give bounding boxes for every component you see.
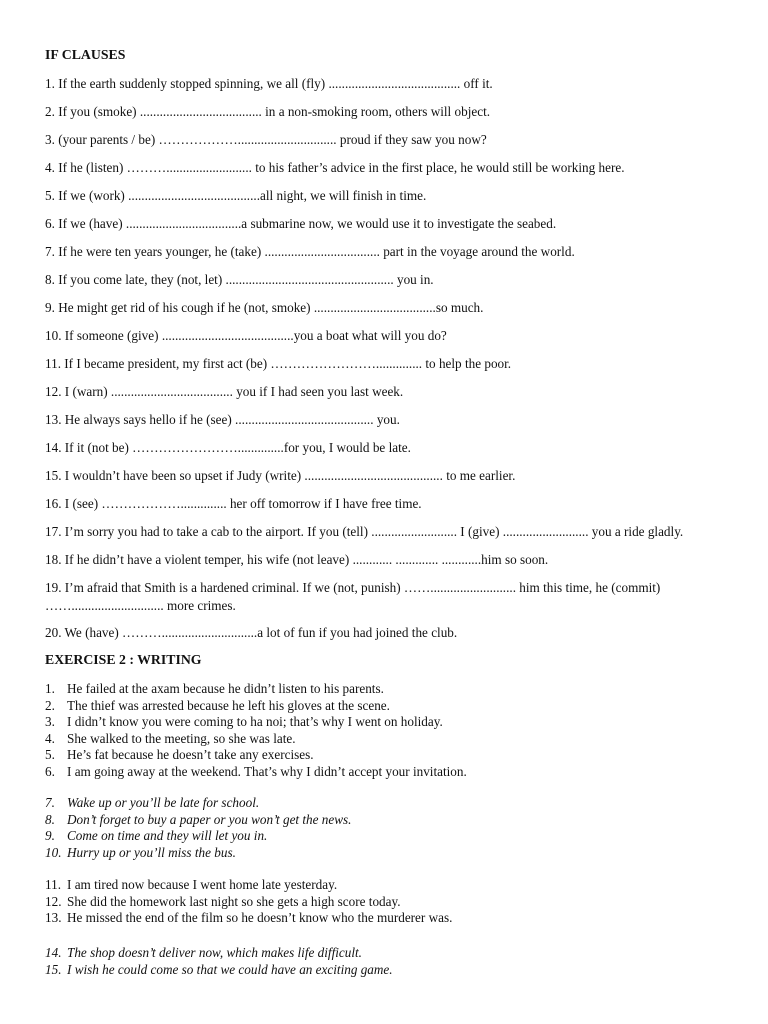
writing-item-1 — [45, 681, 384, 698]
item-number: 14. — [45, 945, 62, 960]
item-number: 10. — [45, 844, 62, 860]
question-20: 20. We (have) ……….............................a lot of fun if you had joined the club. — [45, 625, 458, 640]
item-number: 2. — [45, 697, 55, 713]
question-7: 7. If he were ten years younger, he (take) ................................... part in the voyage around the world. — [45, 244, 575, 259]
section-heading-if-clauses: IF CLAUSES — [45, 47, 126, 62]
question-3: 3. (your parents / be) ……………….............................. proud if they saw you now? — [45, 132, 487, 147]
item-number: 6. — [45, 763, 55, 779]
writing-item-8 — [45, 812, 351, 829]
item-text: Wake up or you’ll be late for school. — [67, 795, 260, 810]
writing-item-3 — [45, 714, 443, 731]
item-text: She did the homework last night so she gets a high score today. — [67, 893, 401, 909]
item-text: She walked to the meeting, so she was late. — [67, 730, 296, 746]
item-text: He’s fat because he doesn’t take any exercises. — [67, 747, 314, 762]
item-text: The shop doesn’t deliver now, which makes life difficult. — [67, 945, 362, 960]
writing-item-13 — [45, 910, 452, 927]
writing-item-9 — [45, 828, 267, 845]
item-text: I didn’t know you were coming to ha noi; that’s why I went on holiday. — [67, 714, 443, 729]
question-5: 5. If we (work) ........................................all night, we will finish in time. — [45, 188, 427, 203]
writing-item-14 — [45, 945, 362, 962]
writing-item-12 — [45, 894, 401, 911]
question-19-line-2: ……............................ more crimes. — [45, 598, 236, 613]
item-number: 5. — [45, 747, 55, 762]
section-heading-writing: EXERCISE 2 : WRITING — [45, 652, 202, 667]
question-17: 17. I’m sorry you had to take a cab to the airport. If you (tell) .......................... I (give) .......................... you a ride gladly. — [45, 524, 684, 539]
question-6: 6. If we (have) ...................................a submarine now, we would use it to investigate the seabed. — [45, 216, 557, 231]
item-number: 11. — [45, 877, 61, 892]
question-8: 8. If you come late, they (not, let) ................................................... you in. — [45, 272, 434, 287]
item-number: 8. — [45, 811, 55, 827]
question-14: 14. If it (not be) ……………………..............for you, I would be late. — [45, 440, 411, 455]
writing-item-2 — [45, 698, 390, 715]
item-text: Come on time and they will let you in. — [67, 828, 268, 843]
item-text: The thief was arrested because he left his gloves at the scene. — [67, 697, 390, 713]
writing-item-10 — [45, 845, 236, 862]
writing-item-11 — [45, 877, 337, 894]
item-number: 1. — [45, 681, 55, 696]
question-16: 16. I (see) ……………….............. her off tomorrow if I have free time. — [45, 496, 422, 511]
item-text: Don’t forget to buy a paper or you won’t get the news. — [67, 811, 352, 827]
item-text: I wish he could come so that we could have an exciting game. — [67, 961, 393, 977]
item-number: 15. — [45, 961, 62, 977]
question-19-line-1: 19. I’m afraid that Smith is a hardened criminal. If we (not, punish) …….......................... him this time, he (commit) — [45, 580, 661, 595]
writing-item-6 — [45, 764, 467, 781]
writing-item-7 — [45, 795, 259, 812]
item-number: 9. — [45, 828, 55, 843]
item-text: I am tired now because I went home late yesterday. — [67, 877, 338, 892]
item-text: Hurry up or you’ll miss the bus. — [67, 844, 236, 860]
question-4: 4. If he (listen) ……….......................... to his father’s advice in the first place, he would still be working here. — [45, 160, 625, 175]
writing-item-4 — [45, 731, 296, 748]
item-number: 13. — [45, 910, 62, 925]
question-12: 12. I (warn) ..................................... you if I had seen you last week. — [45, 384, 404, 399]
item-number: 3. — [45, 714, 55, 729]
item-text: He failed at the axam because he didn’t listen to his parents. — [67, 681, 384, 696]
question-1: 1. If the earth suddenly stopped spinning, we all (fly) ........................................ off it. — [45, 76, 493, 91]
writing-item-5 — [45, 747, 314, 764]
question-10: 10. If someone (give) ........................................you a boat what will you do? — [45, 328, 447, 343]
question-13: 13. He always says hello if he (see) .......................................... you. — [45, 412, 400, 427]
item-number: 12. — [45, 893, 62, 909]
writing-item-15 — [45, 962, 393, 979]
item-text: I am going away at the weekend. That’s why I didn’t accept your invitation. — [67, 763, 467, 779]
question-11: 11. If I became president, my first act (be) …………………….............. to help the poor. — [45, 356, 512, 371]
item-number: 4. — [45, 730, 55, 746]
item-number: 7. — [45, 795, 55, 810]
question-19 — [45, 579, 660, 615]
question-2: 2. If you (smoke) ..................................... in a non-smoking room, others will object. — [45, 104, 491, 119]
question-9: 9. He might get rid of his cough if he (not, smoke) .....................................so much. — [45, 300, 484, 315]
item-text: He missed the end of the film so he doesn’t know who the murderer was. — [67, 910, 453, 925]
question-18: 18. If he didn’t have a violent temper, his wife (not leave) ............ ............. ............him so soon. — [45, 552, 549, 567]
question-15: 15. I wouldn’t have been so upset if Judy (write) .......................................... to me earlier. — [45, 468, 516, 483]
